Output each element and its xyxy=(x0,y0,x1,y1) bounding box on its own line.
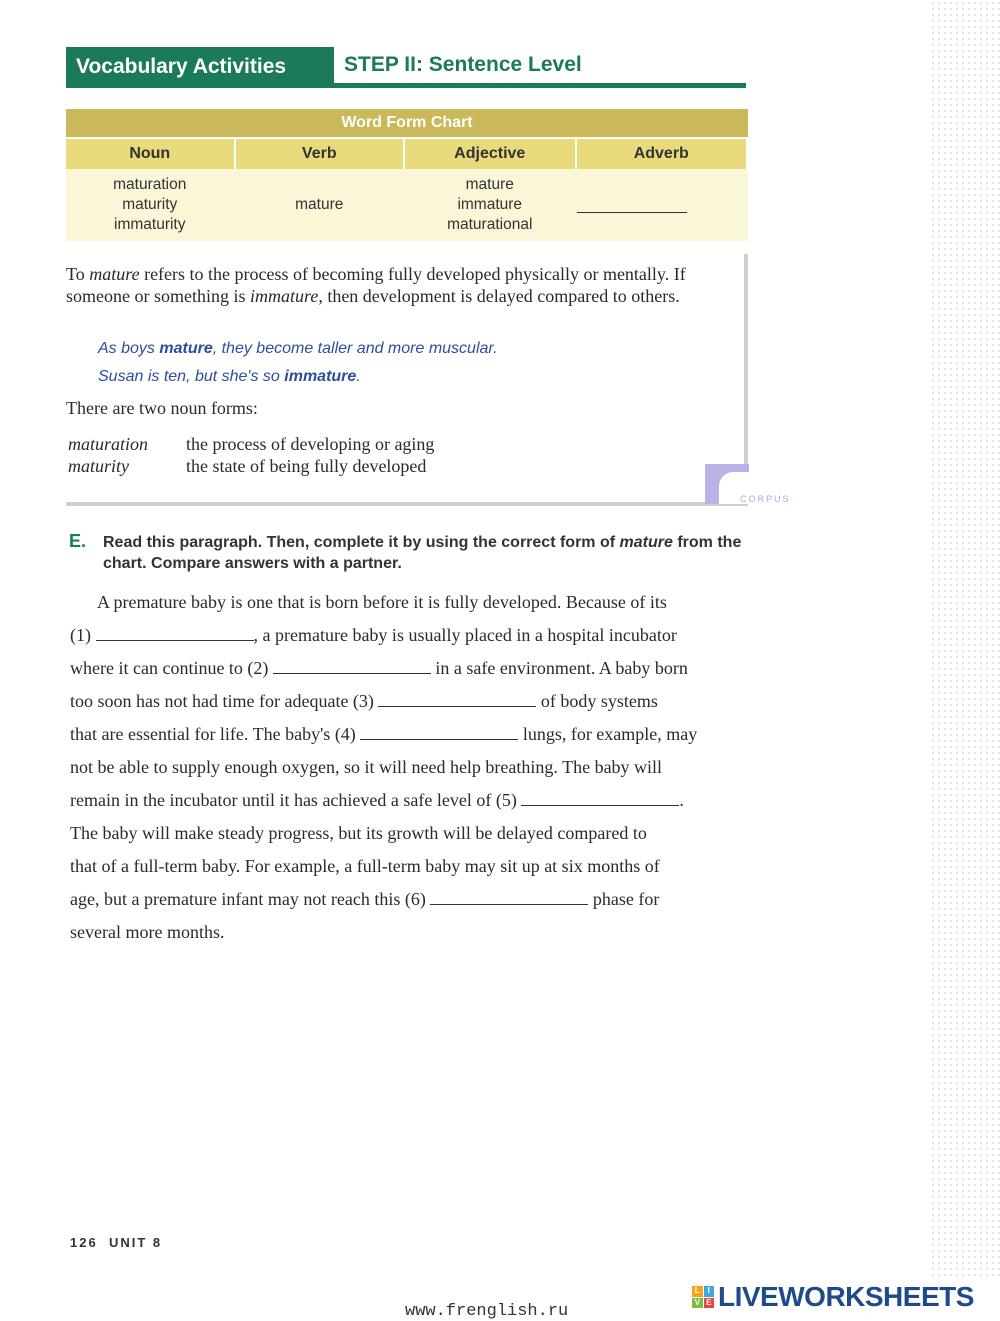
line-text: lungs, for example, may xyxy=(518,724,698,744)
chart-title: Word Form Chart xyxy=(66,109,748,137)
liveworksheets-logo-icon xyxy=(692,1286,714,1308)
paragraph-line xyxy=(70,888,760,921)
paragraph-line xyxy=(70,921,760,954)
adjective-cell xyxy=(405,169,575,241)
corpus-label: CORPUS xyxy=(740,494,791,504)
instr-term: mature xyxy=(619,534,673,551)
exercise-instructions xyxy=(103,532,753,574)
adjective-word: mature xyxy=(465,176,514,193)
definition-box xyxy=(66,254,748,506)
instr-text: from the chart. Compare answers with a partner. xyxy=(103,534,742,572)
page-number: 126 xyxy=(70,1235,98,1250)
line-text: remain in the incubator until it has achieved a safe level of (5) xyxy=(70,790,522,810)
verb-cell xyxy=(236,169,404,241)
line-text: several more months. xyxy=(70,922,225,942)
def-text: refers to the process of becoming fully developed physically or mentally. If someone or something is xyxy=(66,264,686,306)
blank-3-input[interactable] xyxy=(378,692,536,707)
exercise-letter: E. xyxy=(69,531,87,551)
definition-paragraph xyxy=(66,264,726,307)
noun-word: immaturity xyxy=(114,216,186,233)
noun-forms-intro: There are two noun forms: xyxy=(66,398,258,418)
adjective-word: maturational xyxy=(447,216,533,233)
paragraph-line xyxy=(70,723,760,756)
line-text: . xyxy=(679,790,684,810)
section-header xyxy=(66,47,746,89)
chart-body-row xyxy=(66,169,748,241)
word-form-chart xyxy=(66,109,748,241)
adverb-blank[interactable] xyxy=(577,198,687,213)
blank-5-input[interactable] xyxy=(521,791,679,806)
instr-text: Read this paragraph. Then, complete it by using the correct form of xyxy=(103,534,620,551)
logo-letter: E xyxy=(704,1298,715,1309)
logo-letter: V xyxy=(692,1298,703,1309)
section-title: Vocabulary Activities xyxy=(66,47,334,87)
logo-letter: I xyxy=(704,1286,715,1297)
col-adjective-header: Adjective xyxy=(405,139,575,169)
paragraph-line xyxy=(70,657,760,690)
liveworksheets-wordmark: LIVEWORKSHEETS xyxy=(718,1281,974,1312)
ex-text: Susan is ten, but she's so xyxy=(98,368,285,385)
noun-word: maturity xyxy=(122,196,178,213)
noun-form-row xyxy=(68,434,434,455)
noun-form-meaning: the process of developing or aging xyxy=(186,434,435,454)
dotted-margin-pattern xyxy=(930,0,1000,1280)
page-footer xyxy=(70,1235,162,1250)
line-text: that of a full-term baby. For example, a full-term baby may sit up at six months of xyxy=(70,856,660,876)
col-noun-header: Noun xyxy=(66,139,234,169)
blank-6-input[interactable] xyxy=(430,890,588,905)
line-text: , a premature baby is usually placed in a hospital incubator xyxy=(253,625,677,645)
paragraph-line xyxy=(70,624,760,657)
paragraph-line xyxy=(70,591,760,624)
ex-text: . xyxy=(356,368,361,385)
paragraph-line xyxy=(70,756,760,789)
adverb-cell[interactable] xyxy=(577,169,747,241)
paragraph-line xyxy=(70,822,760,855)
noun-form-meaning: the state of being fully developed xyxy=(186,456,427,476)
line-text: in a safe environment. A baby born xyxy=(430,658,688,678)
line-text: where it can continue to (2) xyxy=(70,658,273,678)
line-text: (1) xyxy=(70,625,96,645)
noun-word: maturation xyxy=(113,176,187,193)
col-adverb-header: Adverb xyxy=(577,139,747,169)
verb-word: mature xyxy=(295,196,344,213)
noun-cell xyxy=(66,169,234,241)
adjective-word: immature xyxy=(457,196,523,213)
line-text: too soon has not had time for adequate (3) xyxy=(70,691,379,711)
paragraph-line xyxy=(70,789,760,822)
liveworksheets-brand xyxy=(692,1281,974,1313)
noun-form-row xyxy=(68,456,426,477)
blank-2-input[interactable] xyxy=(273,659,431,674)
line-text: not be able to supply enough oxygen, so it will need help breathing. The baby will xyxy=(70,757,663,777)
ex-keyword: immature xyxy=(284,368,357,385)
noun-form-term: maturation xyxy=(68,434,149,454)
def-text: , then development is delayed compared to others. xyxy=(318,285,680,306)
line-text: of body systems xyxy=(536,691,658,711)
example-sentence xyxy=(98,340,498,358)
blank-1-input[interactable] xyxy=(96,626,254,641)
chart-header-row xyxy=(66,139,748,169)
line-text: phase for xyxy=(588,889,660,909)
site-url: www.frenglish.ru xyxy=(405,1302,569,1321)
logo-letter: L xyxy=(692,1286,703,1297)
line-text: that are essential for life. The baby's (4) xyxy=(70,724,361,744)
noun-form-term: maturity xyxy=(68,456,129,476)
line-text: The baby will make steady progress, but its growth will be delayed compared to xyxy=(70,823,647,843)
paragraph-line xyxy=(70,855,760,888)
ex-text: , they become taller and more muscular. xyxy=(212,340,498,357)
line-text: age, but a premature infant may not reach this (6) xyxy=(70,889,431,909)
ex-text: As boys xyxy=(98,340,160,357)
def-term: immature xyxy=(249,285,319,306)
def-text: To xyxy=(66,264,90,284)
example-sentence xyxy=(98,368,361,386)
step-title: STEP II: Sentence Level xyxy=(344,53,582,76)
col-verb-header: Verb xyxy=(236,139,404,169)
blank-4-input[interactable] xyxy=(360,725,518,740)
exercise-paragraph xyxy=(70,591,760,954)
def-term: mature xyxy=(89,264,140,284)
paragraph-line xyxy=(70,690,760,723)
ex-keyword: mature xyxy=(159,340,213,357)
line-text: A premature baby is one that is born before it is fully developed. Because of its xyxy=(97,592,667,612)
unit-label: UNIT 8 xyxy=(108,1235,163,1250)
